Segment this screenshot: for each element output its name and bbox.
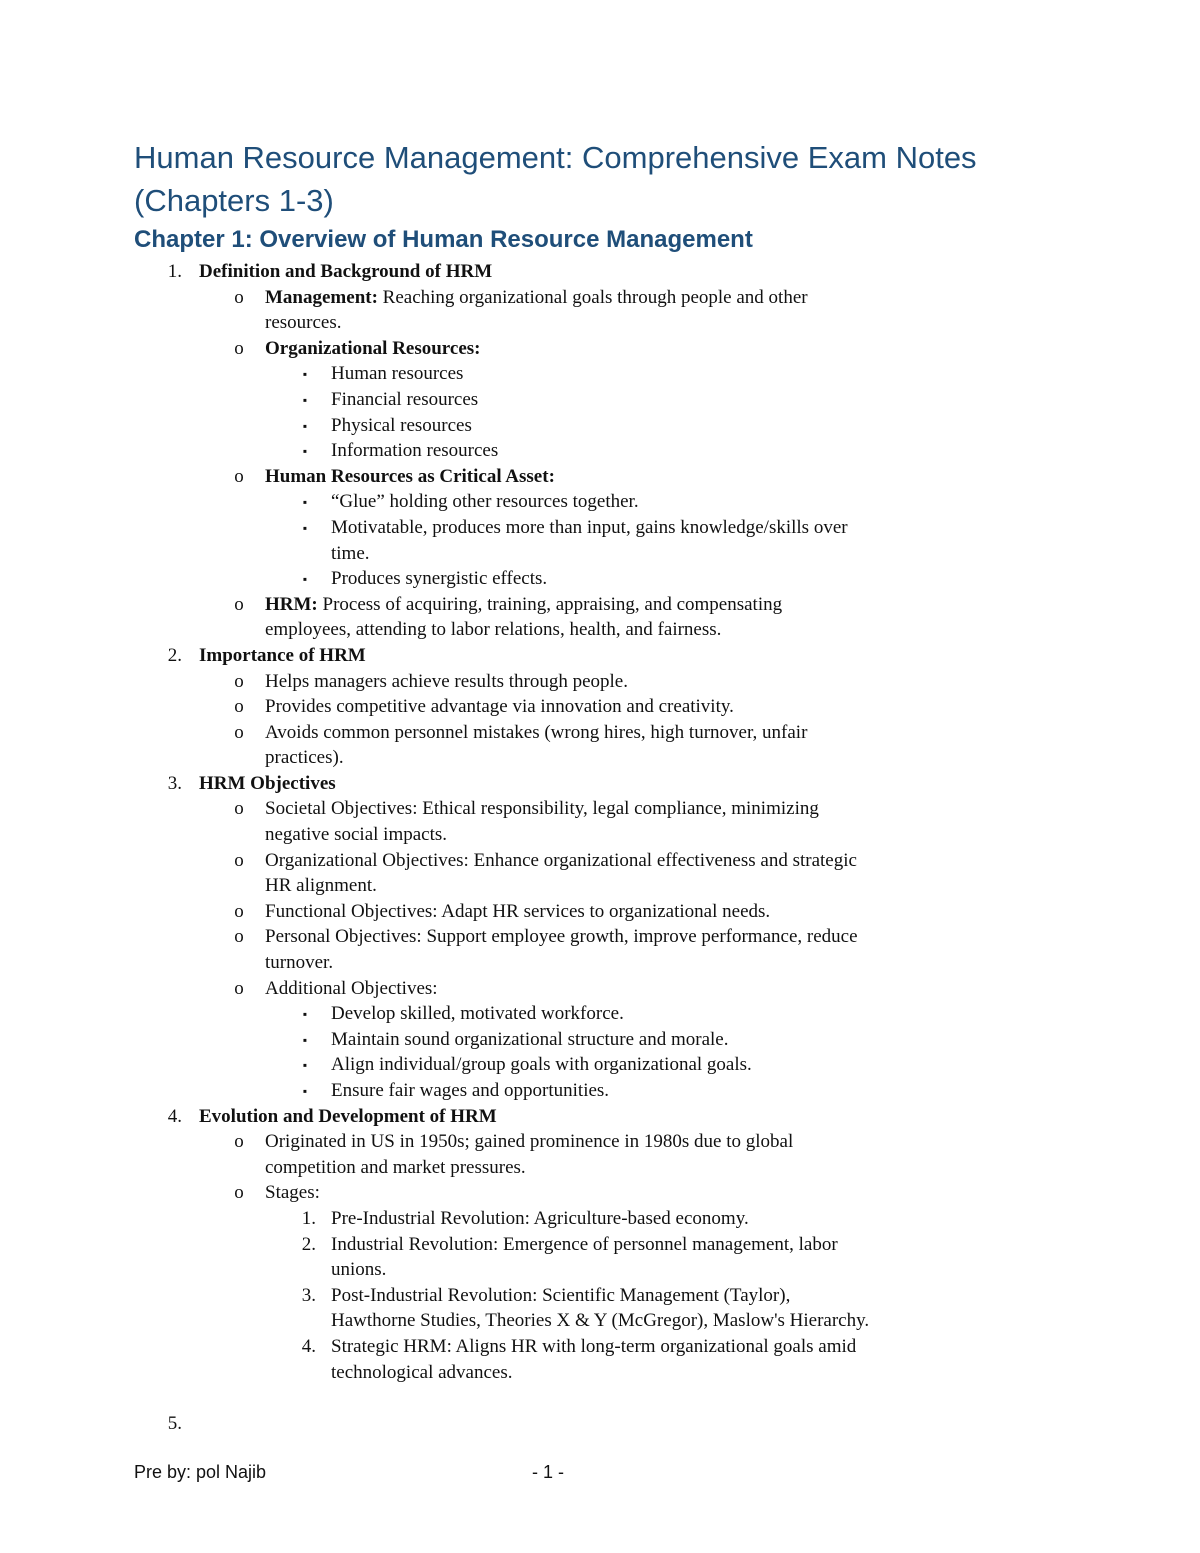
chapter-heading: Chapter 1: Overview of Human Resource Management [134,226,753,253]
list-item-text [331,438,498,464]
list-item-body: Motivatable, produces more than input, gains knowledge/skills over [331,516,848,538]
outline-line [0,387,1200,413]
outline-line [0,336,1200,362]
outline-line [0,1104,1200,1130]
list-marker: ▪ [302,1007,308,1022]
outline-line [0,924,1200,950]
list-item-body: Information resources [331,440,499,462]
list-marker: 3. [167,772,182,794]
list-item-text [331,1283,790,1309]
list-item-text [265,617,721,643]
list-item-text [265,694,734,720]
outline-line [0,1027,1200,1053]
list-marker: ▪ [302,1032,308,1047]
list-item-text [265,745,344,771]
outline-line [0,413,1200,439]
outline-line [0,643,1200,669]
list-item-text [331,1334,856,1360]
list-marker: o [234,593,244,615]
list-marker: o [234,1182,244,1204]
outline-line [0,1360,1200,1386]
list-item-body: Post-Industrial Revolution: Scientific Management (Taylor), [331,1284,791,1306]
list-marker: ▪ [302,418,308,433]
list-item-text [331,1206,749,1232]
list-item-body: employees, attending to labor relations, health, and fairness. [265,619,722,641]
list-item-body: Reaching organizational goals through people and other [377,286,808,308]
list-marker: ▪ [302,367,308,382]
outline-line [0,745,1200,771]
list-item-text [265,285,808,311]
outline-line [0,694,1200,720]
list-item-body: competition and market pressures. [265,1156,526,1178]
list-item-body: Align individual/group goals with organizational goals. [331,1054,752,1076]
list-item-body: Produces synergistic effects. [331,568,548,590]
list-marker: o [234,465,244,487]
list-item-text [331,1027,728,1053]
list-item-body: Stages: [265,1182,320,1204]
list-item-text [331,489,639,515]
list-item-body: Helps managers achieve results through people. [265,670,628,692]
list-item-text [265,310,342,336]
outline-line [0,669,1200,695]
list-item-body: Process of acquiring, training, appraising, and compensating [317,593,783,615]
outline-line [0,541,1200,567]
list-marker: ▪ [302,1058,308,1073]
outline-line [0,438,1200,464]
list-item-text [265,924,858,950]
list-item-bold: Importance of HRM [199,644,366,666]
list-item-body: Additional Objectives: [265,977,438,999]
list-item-text [331,1232,838,1258]
outline-line [0,1283,1200,1309]
outline-line [0,720,1200,746]
outline-line [0,1385,1200,1411]
document-title: Human Resource Management: Comprehensive Exam Notes (Chapters 1-3) [134,140,977,218]
list-marker: o [234,849,244,871]
outline-line [0,1232,1200,1258]
list-item-body: Organizational Objectives: Enhance organizational effectiveness and strategic [265,849,857,871]
list-item-text [199,643,366,669]
outline-line [0,1129,1200,1155]
outline-line [0,1334,1200,1360]
list-marker: o [234,337,244,359]
list-marker: 1. [167,261,182,282]
list-marker: ▪ [302,392,308,407]
list-marker: o [234,900,244,922]
list-item-body: HR alignment. [265,875,377,897]
list-item-body: negative social impacts. [265,824,448,846]
list-item-text [331,1360,512,1386]
outline-line [0,1078,1200,1104]
list-item-text [199,259,492,285]
list-item-body: Strategic HRM: Aligns HR with long-term organizational goals amid [331,1335,857,1357]
list-marker: o [234,977,244,999]
outline-list [0,259,1200,1436]
list-item-body: Personal Objectives: Support employee growth, improve performance, reduce [265,926,858,948]
list-item-text [331,1052,752,1078]
outline-line [0,1180,1200,1206]
list-marker: ▪ [302,444,308,459]
outline-line [0,310,1200,336]
list-item-body: Industrial Revolution: Emergence of personnel management, labor [331,1233,838,1255]
list-item-body: Functional Objectives: Adapt HR services to organizational needs. [265,900,771,922]
list-item-text [331,566,547,592]
outline-line [0,873,1200,899]
outline-line [0,822,1200,848]
list-item-body: Hawthorne Studies, Theories X & Y (McGregor), Maslow's Hierarchy. [331,1310,870,1332]
list-item-text [331,361,463,387]
list-item-bold: HRM Objectives [199,772,336,794]
list-item-text [331,1308,869,1334]
list-item-text [265,336,481,362]
list-item-body: Avoids common personnel mistakes (wrong hires, high turnover, unfair [265,721,808,743]
list-item-text [265,976,438,1002]
outline-line [0,848,1200,874]
list-item-body: Maintain sound organizational structure and morale. [331,1028,729,1050]
list-item-text [265,796,819,822]
list-item-text [331,515,848,541]
list-marker: ▪ [302,1084,308,1098]
list-marker: o [234,696,244,718]
list-marker: 2. [301,1233,316,1255]
list-item-bold: Definition and Background of HRM [199,261,493,282]
list-item-body: Develop skilled, motivated workforce. [331,1003,624,1025]
list-marker: o [234,798,244,820]
list-marker: 4. [167,1105,182,1127]
outline-line [0,259,1200,285]
list-marker: 3. [301,1284,316,1306]
list-marker: 5. [167,1412,182,1434]
outline-line [0,592,1200,618]
list-item-bold: HRM: [265,593,318,615]
list-marker: o [234,670,244,692]
list-item-bold: Organizational Resources: [265,337,481,359]
list-item-body: Ensure fair wages and opportunities. [331,1080,610,1101]
list-item-text [265,592,782,618]
outline-line [0,1308,1200,1334]
outline-line [0,950,1200,976]
outline-line [0,617,1200,643]
list-item-text [265,1129,793,1155]
outline-line [0,515,1200,541]
list-marker: 1. [301,1207,316,1229]
outline-line [0,771,1200,797]
list-item-text [265,899,770,925]
list-item-text [331,1257,386,1283]
list-item-body: Financial resources [331,388,479,410]
list-item-text [331,387,478,413]
list-item-body: technological advances. [331,1361,513,1383]
list-item-text [265,1180,320,1206]
list-item-body: “Glue” holding other resources together. [331,491,639,513]
list-item-body: Provides competitive advantage via innovation and creativity. [265,696,734,718]
page-number: - 1 - [532,1462,565,1482]
list-item-body: Originated in US in 1950s; gained prominence in 1980s due to global [265,1131,794,1153]
list-item-text [199,1104,497,1130]
list-item-body: Pre-Industrial Revolution: Agriculture-based economy. [331,1207,749,1229]
outline-line [0,1206,1200,1232]
list-item-text [265,464,555,490]
list-item-body: turnover. [265,952,334,974]
outline-line [0,1155,1200,1181]
list-item-body: Human resources [331,363,464,385]
outline-line [0,1001,1200,1027]
outline-line [0,1411,1200,1437]
list-item-body: Physical resources [331,414,472,436]
list-marker: 4. [301,1335,316,1357]
outline-line [0,1257,1200,1283]
footer-author: Pre by: pol Najib [134,1462,267,1482]
list-item-body: practices). [265,747,344,769]
list-marker: ▪ [302,520,308,535]
outline-line [0,464,1200,490]
outline-line [0,976,1200,1002]
list-marker: o [234,721,244,743]
outline-line [0,489,1200,515]
list-item-body: resources. [265,312,342,334]
list-item-bold: Management: [265,286,378,308]
list-item-text [331,1001,624,1027]
list-marker: o [234,286,244,308]
outline-line [0,285,1200,311]
list-item-text [265,873,377,899]
list-marker: o [234,926,244,948]
list-item-text [265,669,628,695]
outline-line [0,361,1200,387]
list-item-text [265,950,333,976]
list-marker: ▪ [302,572,308,587]
list-marker: 2. [167,644,182,666]
list-item-text [331,413,472,439]
list-item-body: time. [331,542,370,564]
list-marker: ▪ [302,495,308,510]
list-item-text [199,771,336,797]
outline-line [0,796,1200,822]
list-item-text [265,822,447,848]
outline-line [0,899,1200,925]
list-item-text [331,541,370,567]
list-item-bold: Human Resources as Critical Asset: [265,465,555,487]
list-item-body: unions. [331,1259,387,1281]
list-marker: o [234,1131,244,1153]
outline-line [0,566,1200,592]
list-item-text [331,1078,609,1104]
list-item-bold: Evolution and Development of HRM [199,1105,497,1127]
outline-line [0,1052,1200,1078]
list-item-text [265,1155,526,1181]
list-item-text [265,848,857,874]
list-item-body: Societal Objectives: Ethical responsibility, legal compliance, minimizing [265,798,819,820]
list-item-text [265,720,807,746]
